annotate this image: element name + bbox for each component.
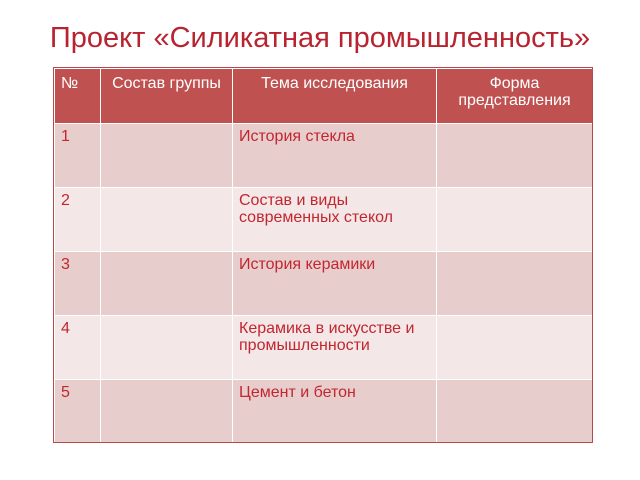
header-format: Форма представления — [437, 69, 593, 124]
cell-format — [437, 124, 593, 188]
slide-title: Проект «Силикатная промышленность» — [49, 22, 591, 54]
table-row — [55, 188, 593, 252]
cell-format — [437, 188, 593, 252]
cell-group — [101, 124, 233, 188]
header-number: № — [55, 69, 101, 124]
cell-group — [101, 380, 233, 444]
cell-number: 5 — [55, 380, 101, 444]
cell-topic: Состав и виды современных стекол — [233, 188, 437, 252]
table-row — [55, 380, 593, 444]
cell-group — [101, 252, 233, 316]
cell-number: 3 — [55, 252, 101, 316]
cell-group — [101, 188, 233, 252]
cell-format — [437, 252, 593, 316]
cell-format — [437, 380, 593, 444]
project-table — [54, 68, 593, 444]
cell-topic: История стекла — [233, 124, 437, 188]
cell-number: 2 — [55, 188, 101, 252]
cell-number: 1 — [55, 124, 101, 188]
table-row — [55, 316, 593, 380]
cell-number: 4 — [55, 316, 101, 380]
header-topic: Тема исследования — [233, 69, 437, 124]
cell-format — [437, 316, 593, 380]
cell-topic: История керамики — [233, 252, 437, 316]
table-row — [55, 252, 593, 316]
cell-topic: Цемент и бетон — [233, 380, 437, 444]
cell-topic: Керамика в искусстве и промышленности — [233, 316, 437, 380]
table-header-row — [55, 69, 593, 124]
table-row — [55, 124, 593, 188]
cell-group — [101, 316, 233, 380]
header-group: Состав группы — [101, 69, 233, 124]
